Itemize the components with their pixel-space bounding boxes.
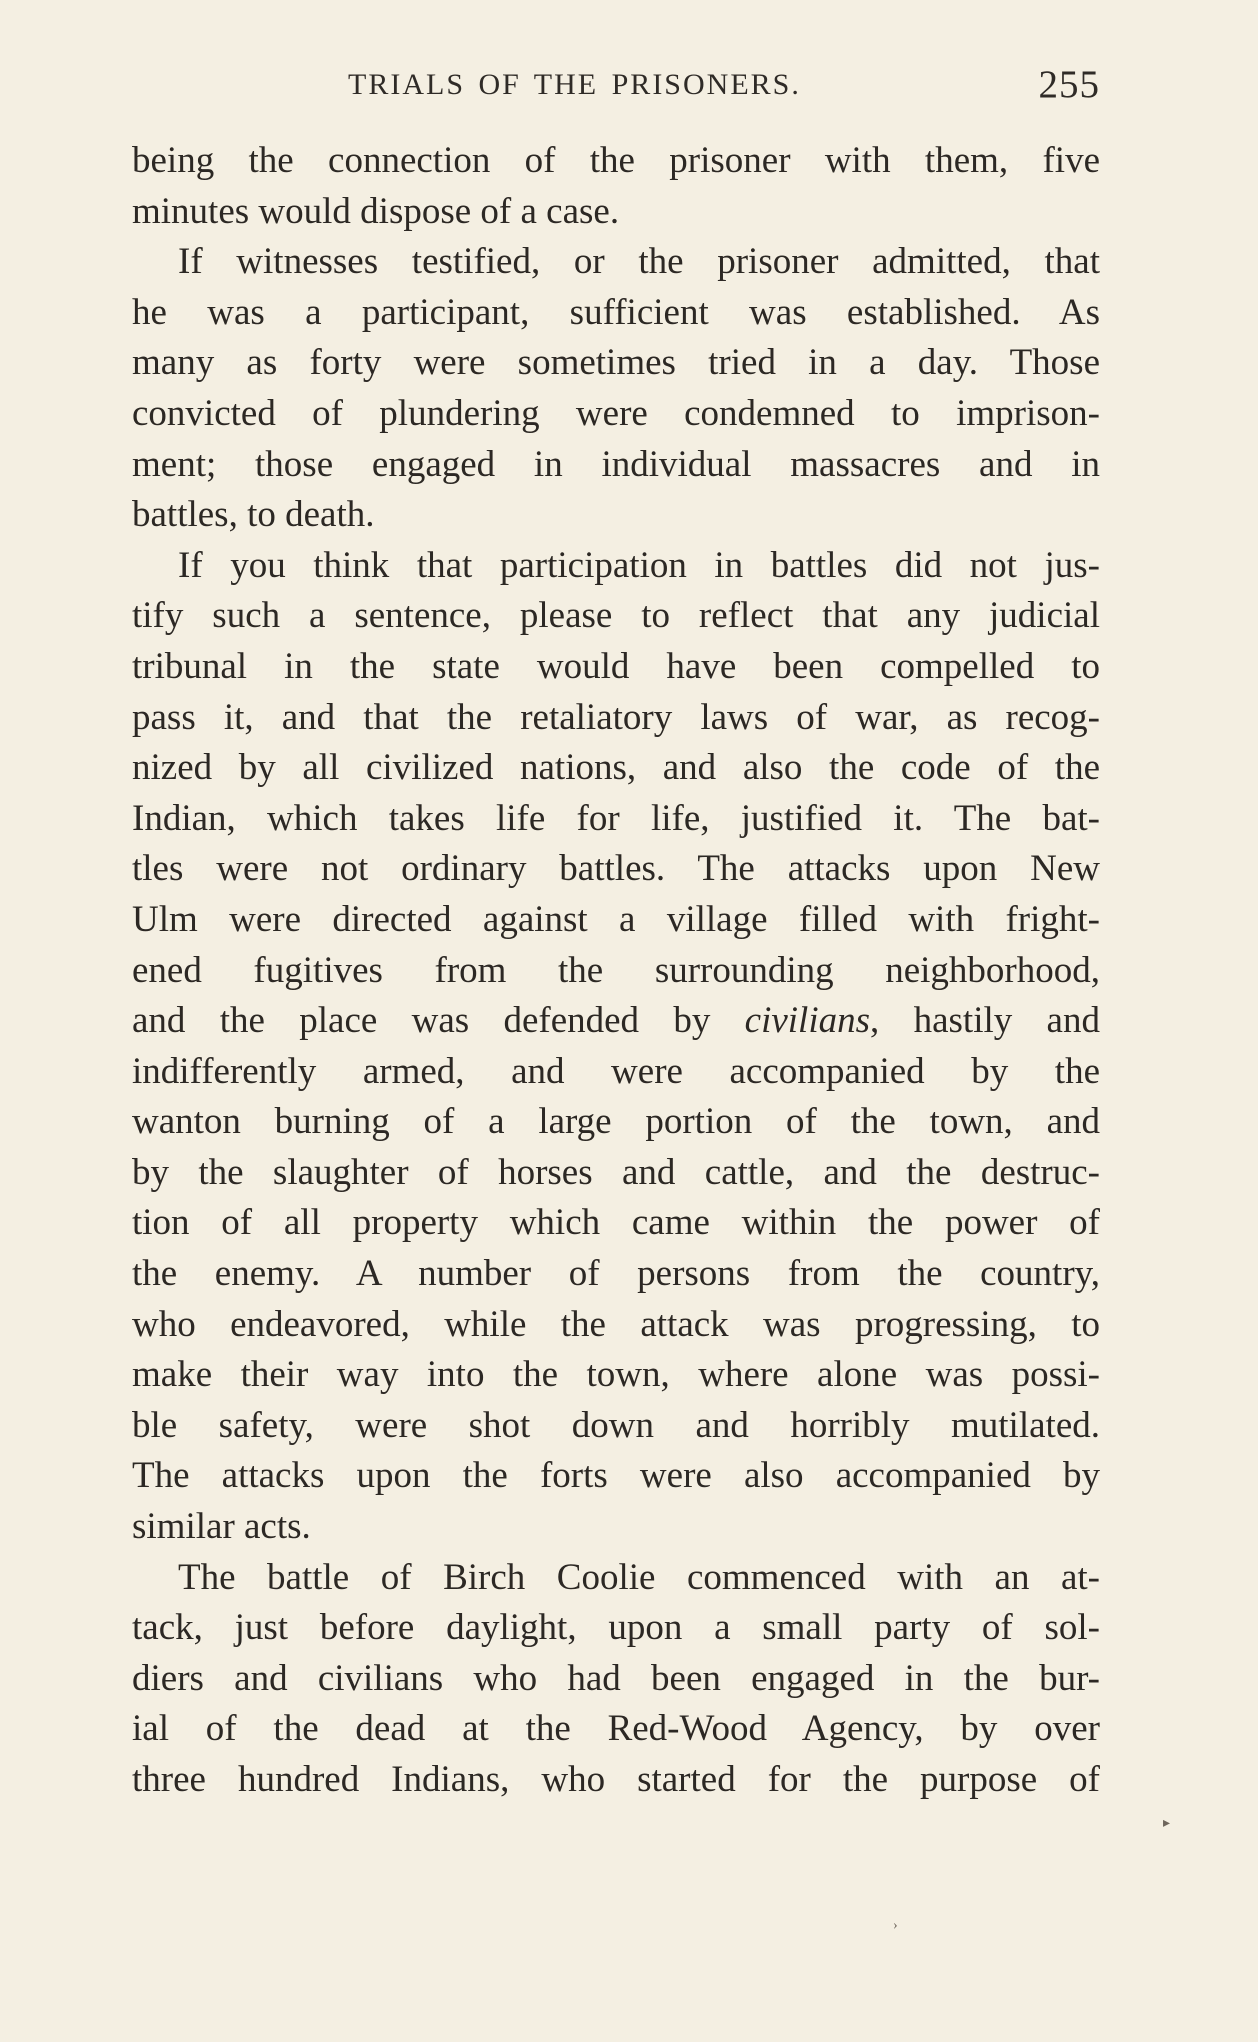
- text-line: If witnesses testified, or the prisoner admitted, that: [178, 241, 1100, 283]
- text-segment: and the place was defended by: [132, 1000, 745, 1042]
- text-line: [132, 996, 1100, 1047]
- text-line: The battle of Birch Coolie commenced with an at-: [178, 1556, 1100, 1598]
- text-line: diers and civilians who had been engaged in the bur-: [132, 1657, 1100, 1699]
- print-speck: ›: [893, 1918, 898, 1933]
- text-line: Ulm were directed against a village filled with fright-: [132, 898, 1100, 940]
- running-title: TRIALS OF THE PRISONERS.: [348, 68, 801, 101]
- text-line: tribunal in the state would have been compelled to: [132, 645, 1100, 687]
- text-line: tles were not ordinary battles. The attacks upon New: [132, 848, 1100, 890]
- text-line: ment; those engaged in individual massacres and in: [132, 443, 1100, 485]
- text-line: The attacks upon the forts were also accompanied by: [132, 1455, 1100, 1497]
- text-line: by the slaughter of horses and cattle, and the destruc-: [132, 1151, 1100, 1193]
- text-line: make their way into the town, where alone was possi-: [132, 1354, 1100, 1396]
- italic-word: civilians: [744, 1000, 871, 1042]
- running-head: [134, 62, 1100, 114]
- text-line: If you think that participation in battles did not jus-: [178, 544, 1100, 586]
- text-line: pass it, and that the retaliatory laws of war, as recog-: [132, 696, 1100, 738]
- text-line: tion of all property which came within the power of: [132, 1202, 1100, 1244]
- text-line: who endeavored, while the attack was progressing, to: [132, 1303, 1100, 1345]
- text-line: indifferently armed, and were accompanied by the: [132, 1050, 1100, 1092]
- text-line: similar acts.: [132, 1506, 311, 1548]
- text-line: tify such a sentence, please to reflect that any judicial: [132, 595, 1100, 637]
- text-segment: , hastily and: [870, 1000, 1100, 1042]
- text-line: battles, to death.: [132, 494, 375, 536]
- text-line: tack, just before daylight, upon a small party of sol-: [132, 1607, 1100, 1649]
- text-line: he was a participant, sufficient was established. As: [132, 291, 1100, 333]
- body-text: [132, 136, 1100, 1806]
- text-line: wanton burning of a large portion of the town, and: [132, 1101, 1100, 1143]
- text-line: Indian, which takes life for life, justified it. The bat-: [132, 797, 1100, 839]
- text-line: nized by all civilized nations, and also the code of the: [132, 747, 1100, 789]
- text-line: minutes would dispose of a case.: [132, 190, 620, 232]
- text-line: ial of the dead at the Red-Wood Agency, by over: [132, 1708, 1100, 1750]
- text-line: ened fugitives from the surrounding neighborhood,: [132, 949, 1100, 991]
- text-line: the enemy. A number of persons from the country,: [132, 1253, 1100, 1295]
- text-line: ble safety, were shot down and horribly mutilated.: [132, 1404, 1100, 1446]
- text-line: many as forty were sometimes tried in a day. Those: [132, 342, 1100, 384]
- page-number: 255: [1038, 63, 1100, 106]
- text-line: convicted of plundering were condemned to imprison-: [132, 392, 1100, 434]
- text-line: three hundred Indians, who started for the purpose of: [132, 1759, 1100, 1800]
- print-speck: ▸: [1163, 1816, 1171, 1831]
- text-line: being the connection of the prisoner with them, five: [132, 140, 1100, 181]
